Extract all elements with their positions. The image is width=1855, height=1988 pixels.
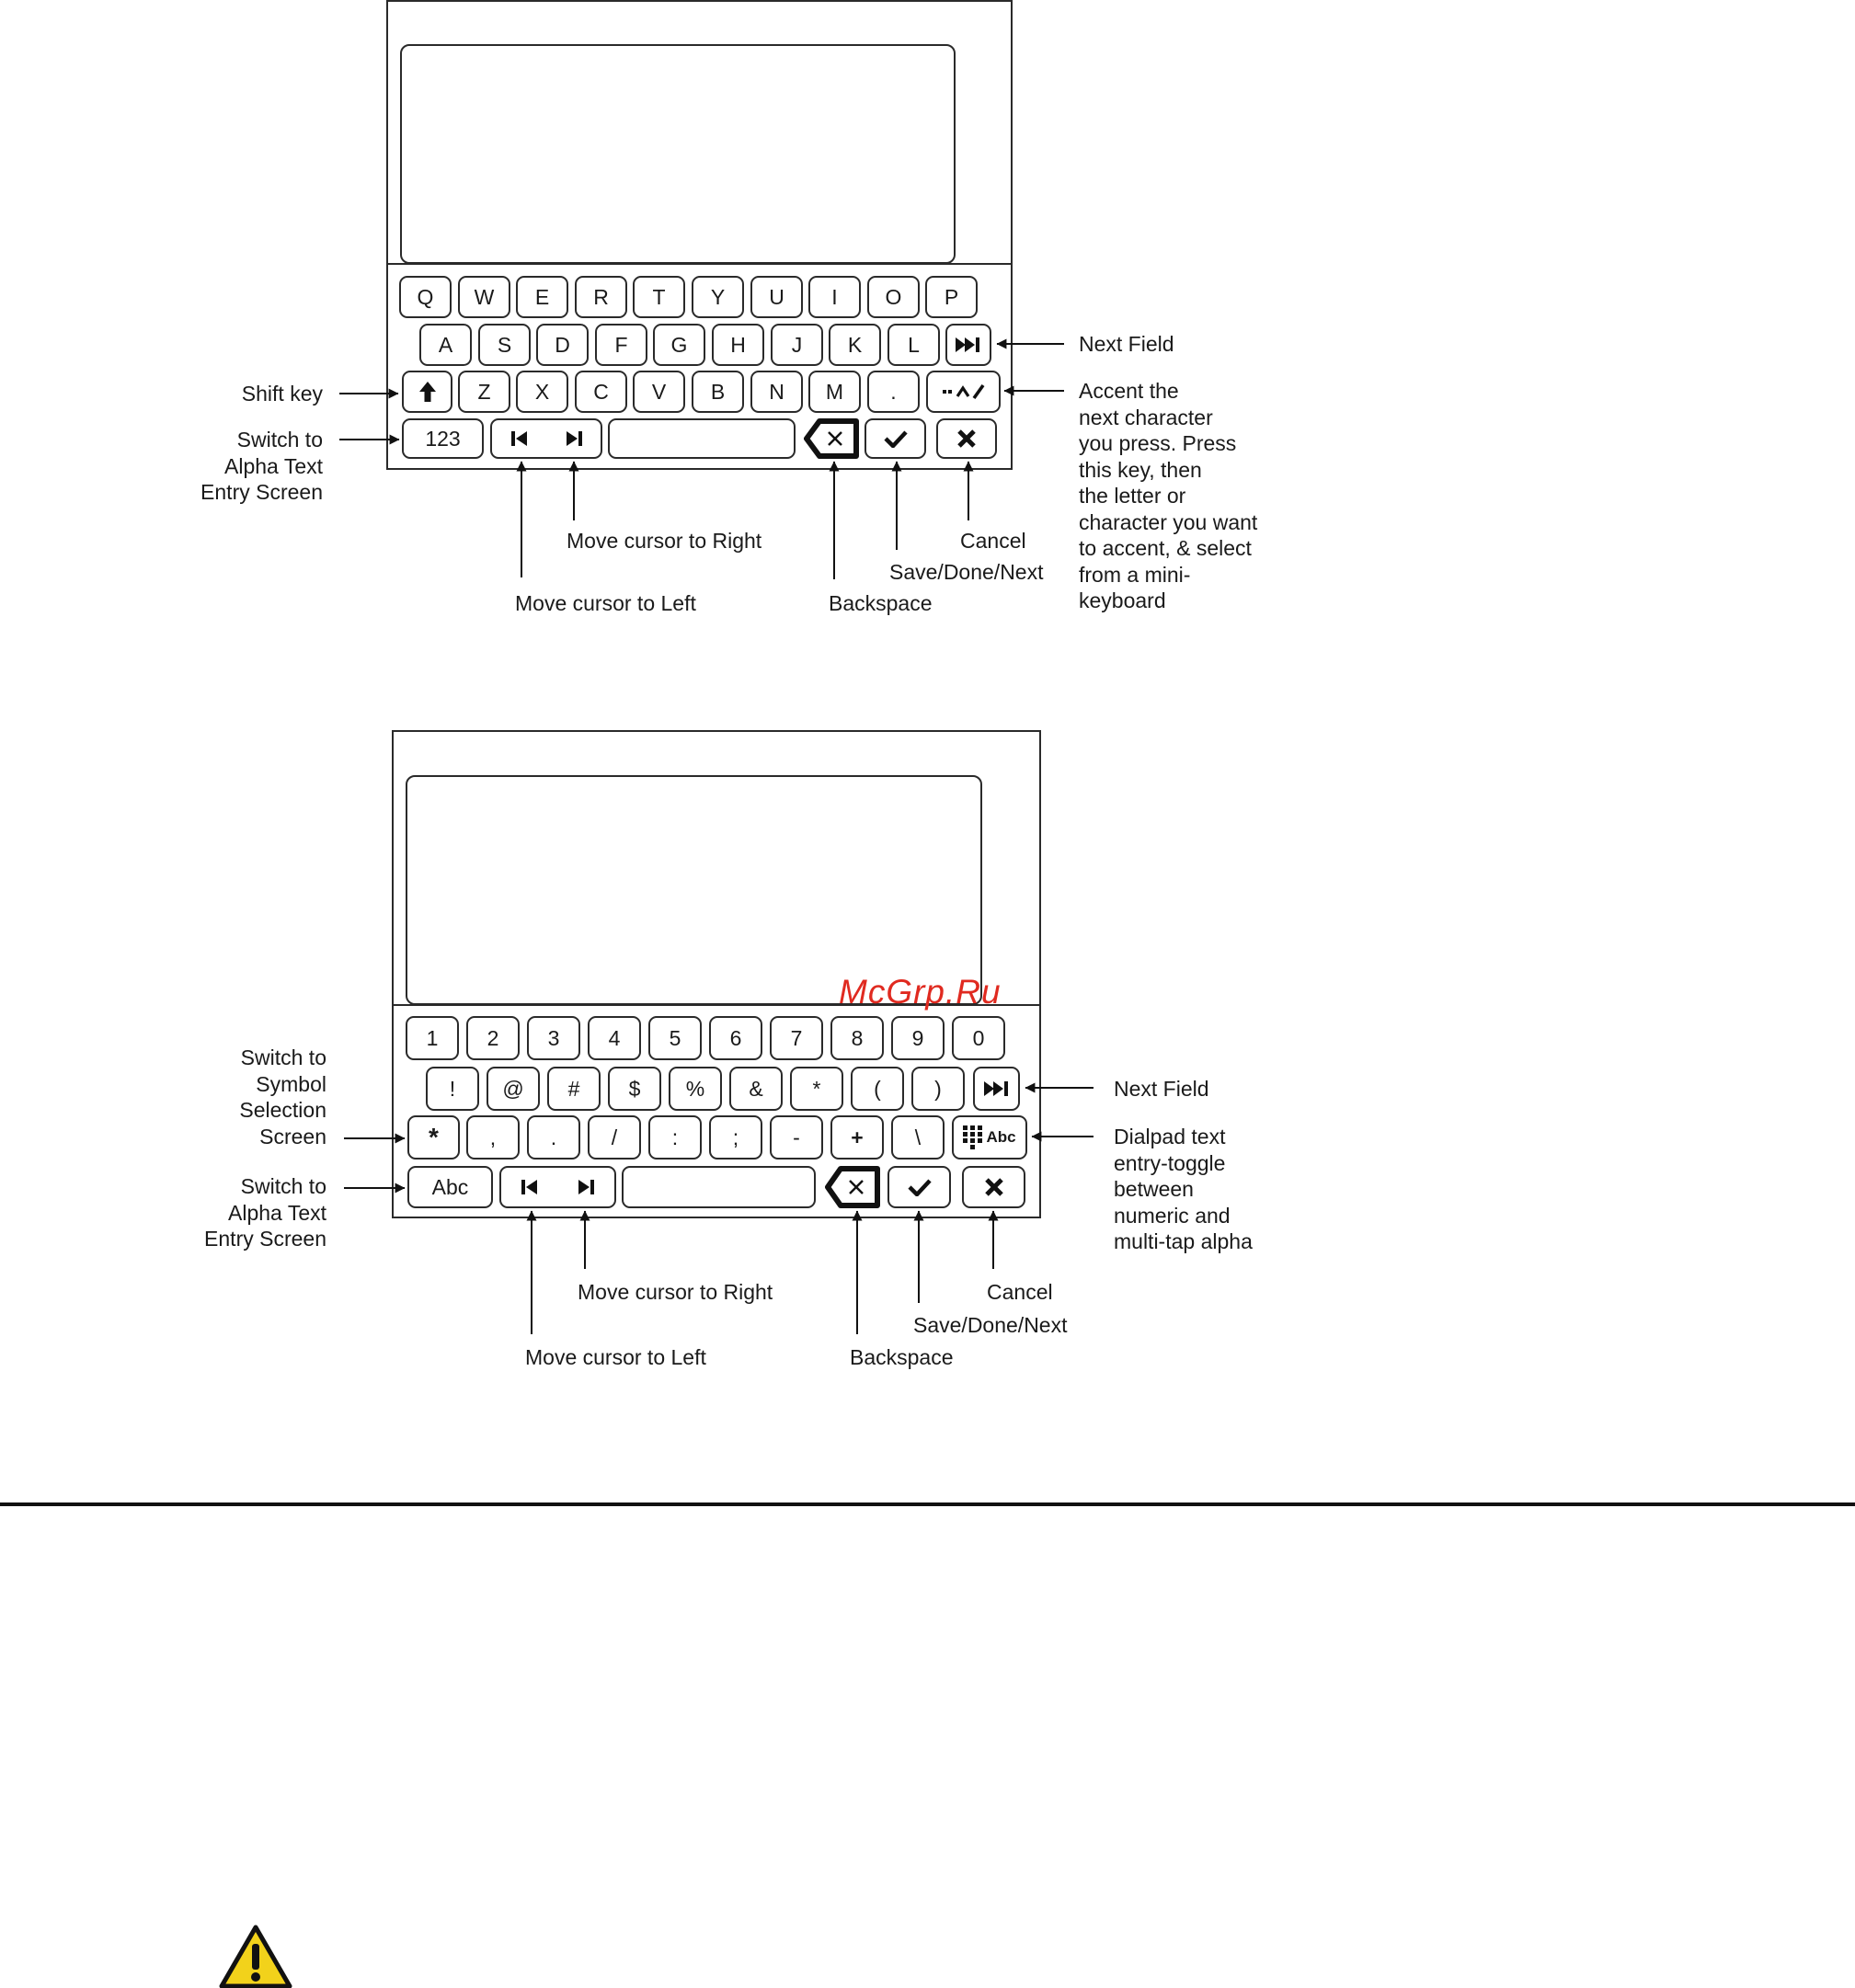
key-dot[interactable]: . [527,1115,580,1160]
label-switch-alpha: Switch to Alpha Text Entry Screen [200,428,323,504]
label-accent: Accent the next character you press. Press this key, then the letter or character you want to accent, & select from a mini- keyboard [1079,379,1258,612]
key-z[interactable]: Z [458,371,510,413]
alpha-mode-key[interactable]: Abc [407,1166,493,1208]
key-b[interactable]: B [692,371,744,413]
key-s[interactable]: S [478,324,531,366]
key-e[interactable]: E [516,276,568,318]
key-g[interactable]: G [653,324,705,366]
label-shift-key: Shift key [241,382,323,406]
key-minus[interactable]: - [770,1115,823,1160]
dialpad-key-label: Abc [986,1128,1016,1146]
key-0[interactable]: 0 [952,1016,1005,1060]
key-semicolon[interactable]: ; [709,1115,762,1160]
key-period[interactable]: . [867,371,920,413]
key-u[interactable]: U [750,276,803,318]
key-ampersand[interactable]: & [729,1067,783,1111]
key-percent[interactable]: % [669,1067,722,1111]
label-switch-alpha: Switch to Alpha Text Entry Screen [204,1174,326,1251]
label-cursor-right: Move cursor to Right [567,529,762,553]
key-f[interactable]: F [595,324,647,366]
label-cursor-right: Move cursor to Right [578,1280,773,1304]
key-o[interactable]: O [867,276,920,318]
key-at[interactable]: @ [487,1067,540,1111]
key-p[interactable]: P [925,276,978,318]
label-cancel: Cancel [987,1280,1053,1304]
watermark: McGrp.Ru [839,973,1002,1011]
key-m[interactable]: M [808,371,861,413]
key-asterisk[interactable]: * [790,1067,843,1111]
label-cancel: Cancel [960,529,1026,553]
key-plus[interactable]: + [830,1115,884,1160]
key-d[interactable]: D [536,324,589,366]
key-x[interactable]: X [516,371,568,413]
label-cursor-left: Move cursor to Left [515,591,696,615]
section-divider [0,1502,1855,1506]
label-backspace: Backspace [829,591,933,615]
key-backslash[interactable]: \ [891,1115,945,1160]
key-4[interactable]: 4 [588,1016,641,1060]
key-comma[interactable]: , [466,1115,520,1160]
label-dialpad: Dialpad text entry-toggle between numeric and multi-tap alpha [1114,1125,1253,1253]
key-y[interactable]: Y [692,276,744,318]
key-hash[interactable]: # [547,1067,601,1111]
key-slash[interactable]: / [588,1115,641,1160]
key-r[interactable]: R [575,276,627,318]
key-7[interactable]: 7 [770,1016,823,1060]
key-c[interactable]: C [575,371,627,413]
key-i[interactable]: I [808,276,861,318]
key-9[interactable]: 9 [891,1016,945,1060]
label-cursor-left: Move cursor to Left [525,1345,706,1369]
key-dollar[interactable]: $ [608,1067,661,1111]
key-close-paren[interactable]: ) [911,1067,965,1111]
key-q[interactable]: Q [399,276,452,318]
key-1[interactable]: 1 [406,1016,459,1060]
key-j[interactable]: J [771,324,823,366]
label-next-field: Next Field [1114,1077,1209,1101]
key-t[interactable]: T [633,276,685,318]
key-3[interactable]: 3 [527,1016,580,1060]
key-6[interactable]: 6 [709,1016,762,1060]
label-switch-symbol: Switch to Symbol Selection Screen [239,1045,326,1148]
key-n[interactable]: N [750,371,803,413]
key-v[interactable]: V [633,371,685,413]
label-save: Save/Done/Next [889,560,1044,584]
key-colon[interactable]: : [648,1115,702,1160]
numeric-mode-key[interactable]: 123 [402,418,484,459]
key-8[interactable]: 8 [830,1016,884,1060]
key-h[interactable]: H [712,324,764,366]
key-a[interactable]: A [419,324,472,366]
warning-triangle-icon [219,1924,292,1988]
label-save: Save/Done/Next [913,1313,1068,1337]
key-w[interactable]: W [458,276,510,318]
key-2[interactable]: 2 [466,1016,520,1060]
key-5[interactable]: 5 [648,1016,702,1060]
symbol-screen-key[interactable]: * [407,1115,460,1160]
key-l[interactable]: L [887,324,940,366]
key-open-paren[interactable]: ( [851,1067,904,1111]
label-next-field: Next Field [1079,332,1174,356]
key-k[interactable]: K [829,324,881,366]
label-backspace: Backspace [850,1345,954,1369]
key-exclamation[interactable]: ! [426,1067,479,1111]
